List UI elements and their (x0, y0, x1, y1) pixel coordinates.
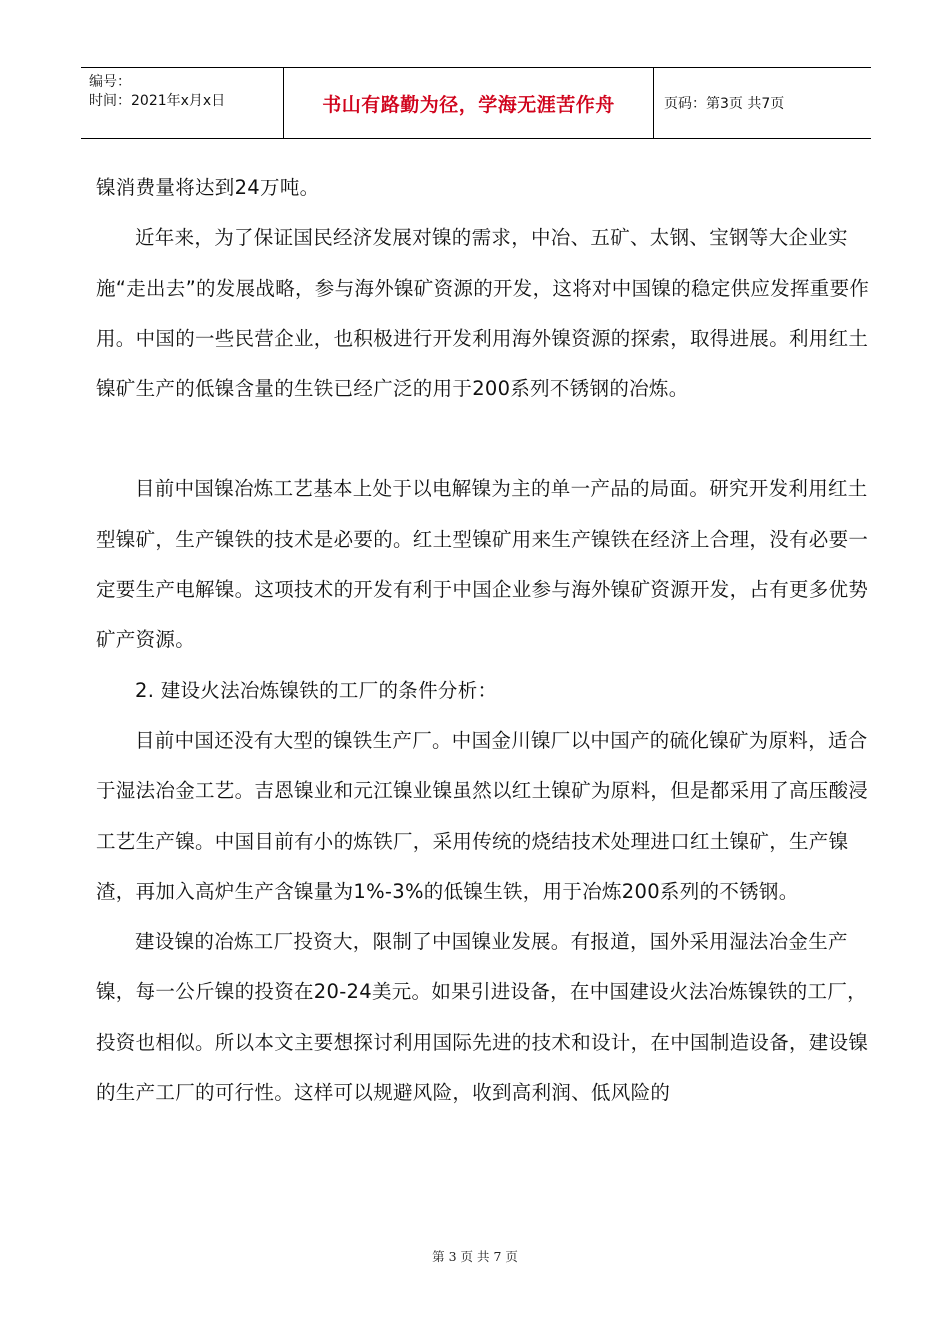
paragraph-gap (96, 414, 881, 464)
date-line: 时间：2021年x月x日 (89, 93, 226, 109)
document-header (81, 67, 871, 139)
section-heading: 2. 建设火法冶炼镍铁的工厂的条件分析： (135, 678, 498, 702)
document-body (96, 163, 881, 1118)
paragraph: 目前中国镍冶炼工艺基本上处于以电解镍为主的单一产品的局面。研究开发利用红土型镍矿，生产镍铁的技术是必要的。红土型镍矿用来生产镍铁在经济上合理，没有必要一定要生产电解镍。这项技术的开发有利于中国企业参与海外镍矿资源开发，占有更多优势矿产资源。 (96, 477, 869, 652)
page-info: 页码：第3页 共7页 (664, 96, 785, 112)
paragraph: 目前中国还没有大型的镍铁生产厂。中国金川镍厂以中国产的硫化镍矿为原料，适合于湿法冶金工艺。吉恩镍业和元江镍业镍虽然以红土镍矿为原料，但是都采用了高压酸浸工艺生产镍。中国目前有小的炼铁厂，采用传统的烧结技术处理进口红土镍矿，生产镍渣，再加入高炉生产含镍量为1%-3%的低镍生铁，用于冶炼200系列的不锈钢。 (96, 728, 869, 903)
code-label: 编号： (89, 74, 131, 90)
paragraph: 近年来，为了保证国民经济发展对镍的需求，中冶、五矿、太钢、宝钢等大企业实施“走出去”的发展战略，参与海外镍矿资源的开发，这将对中国镍的稳定供应发挥重要作用。中国的一些民营企业，也积极进行开发利用海外镍资源的探索，取得进展。利用红土镍矿生产的低镍含量的生铁已经广泛的用于200系列不锈钢的冶炼。 (96, 226, 870, 401)
motto: 书山有路勤为径，学海无涯苦作舟 (283, 68, 654, 138)
paragraph-continuation: 镍消费量将达到24万吨。 (96, 176, 320, 199)
page-footer: 第 3 页 共 7 页 (432, 1249, 518, 1264)
paragraph: 建设镍的冶炼工厂投资大，限制了中国镍业发展。有报道，国外采用湿法冶金生产镍，每一公斤镍的投资在20-24美元。如果引进设备，在中国建设火法冶炼镍铁的工厂，投资也相似。所以本文主要想探讨利用国际先进的技术和设计，在中国制造设备，建设镍的生产工厂的可行性。这样可以规避风险，收到高利润、低风险的 (96, 930, 869, 1105)
header-left-cell (81, 68, 283, 138)
